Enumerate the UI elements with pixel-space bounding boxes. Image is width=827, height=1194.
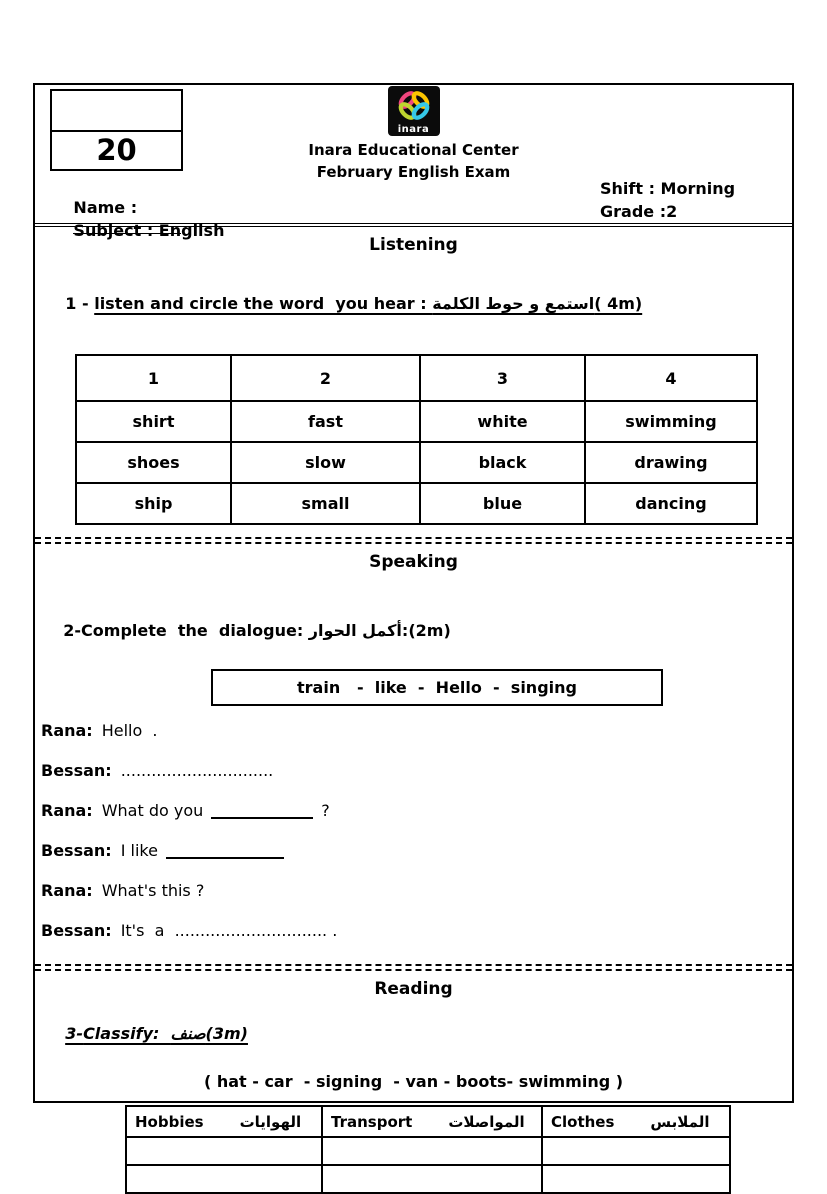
word-option[interactable]: shirt [76,401,231,442]
word-option[interactable]: drawing [585,442,757,483]
dialogue-line [41,870,792,910]
subject-row [40,202,784,278]
logo-wordmark: inara [397,124,430,135]
classify-table [125,1105,731,1194]
word-option[interactable]: white [420,401,585,442]
word-bank-box: train - like - Hello - singing [211,669,663,706]
section-divider [35,964,792,971]
table-header-row [76,355,757,401]
dialogue-text: I like [120,840,158,860]
classify-header-clothes [542,1106,730,1137]
dialogue-line [41,750,792,790]
dialogue-line [41,830,792,870]
exam-sheet [33,83,794,1131]
dialogue-text: Hello . [101,720,158,740]
dialogue-text: What do you [101,800,204,820]
question-1-marks: ( 4m) [594,294,643,313]
speaker-name: Rana: [41,880,93,900]
question-1 [43,275,792,332]
word-option[interactable]: fast [231,401,420,442]
word-option[interactable]: swimming [585,401,757,442]
table-row [76,401,757,442]
clothes-label-arabic: الملابس [650,1112,710,1131]
hobbies-label-arabic: الهوايات [239,1112,302,1131]
name-label: Name : [73,198,138,217]
word-option[interactable]: small [231,483,420,524]
dialogue-line [41,710,792,750]
dialogue-line [41,910,792,950]
question-3-number: 3- [65,1024,84,1043]
classify-answer-cell[interactable] [322,1137,542,1165]
dialogue-line [41,790,792,830]
speaking-section-title: Speaking [369,552,458,572]
column-header-3: 3 [420,355,585,401]
word-option[interactable]: black [420,442,585,483]
question-3-text-arabic: صنف [170,1024,206,1043]
question-1-number: 1 - [65,294,95,313]
dialogue-block [41,710,792,950]
classify-answer-cell[interactable] [542,1137,730,1165]
question-1-text-arabic: استمع و حوط الكلمة [432,294,595,313]
speaker-name: Bessan: [41,920,112,940]
exam-header [35,85,792,240]
speaker-name: Bessan: [41,760,112,780]
word-option[interactable]: dancing [585,483,757,524]
question-1-text: listen and circle the word you hear : [94,294,433,313]
speaker-name: Bessan: [41,840,112,860]
classify-header-hobbies [126,1106,322,1137]
exam-titles [35,139,792,183]
classify-answer-cell[interactable] [126,1165,322,1193]
exam-title: February English Exam [316,163,511,181]
reading-section-title: Reading [374,979,453,999]
dialogue-text: ? [321,800,330,820]
listening-section-title: Listening [369,235,458,255]
dotted-answer-blank[interactable]: It's a .............................. . [120,920,338,940]
word-option[interactable]: slow [231,442,420,483]
classify-word-list: ( hat - car - signing - van - boots- swimming ) [203,1072,624,1091]
question-2-text-arabic: أكمل الحوار [308,621,402,640]
classify-answer-row [126,1137,730,1165]
org-name: Inara Educational Center [308,141,519,159]
shift-label: Shift : Morning [600,179,736,198]
transport-label: Transport [331,1112,413,1131]
question-2-text: 2-Complete the dialogue: [63,621,309,640]
speaker-name: Rana: [41,720,93,740]
table-row [76,483,757,524]
question-3 [43,1005,792,1062]
question-2-marks: :(2m) [401,621,451,640]
column-header-2: 2 [231,355,420,401]
classify-answer-cell[interactable] [542,1165,730,1193]
hobbies-label: Hobbies [135,1112,204,1131]
inara-logo-icon [388,86,440,124]
obtained-marks-cell[interactable] [52,91,181,132]
question-3-marks: (3m) [205,1024,248,1043]
classify-header-row [126,1106,730,1137]
word-option[interactable]: shoes [76,442,231,483]
transport-label-arabic: المواصلات [448,1112,525,1131]
grade-label: Grade :2 [600,202,678,221]
question-3-text: Classify: [83,1024,171,1043]
listening-words-table [75,354,758,525]
classify-answer-cell[interactable] [322,1165,542,1193]
classify-header-transport [322,1106,542,1137]
answer-blank[interactable] [211,802,313,819]
dotted-answer-blank[interactable]: .............................. [120,760,274,780]
section-divider [35,537,792,544]
word-option[interactable]: blue [420,483,585,524]
answer-blank[interactable] [166,842,284,859]
classify-answer-cell[interactable] [126,1137,322,1165]
column-header-1: 1 [76,355,231,401]
column-header-4: 4 [585,355,757,401]
table-row [76,442,757,483]
dialogue-text: What's this ? [101,880,205,900]
word-option[interactable]: ship [76,483,231,524]
total-marks: 20 [96,133,137,168]
clothes-label: Clothes [551,1112,615,1131]
classify-answer-row [126,1165,730,1193]
question-2 [41,602,792,659]
inara-logo [388,86,440,136]
speaker-name: Rana: [41,800,93,820]
subject-label: Subject : English [73,221,225,240]
